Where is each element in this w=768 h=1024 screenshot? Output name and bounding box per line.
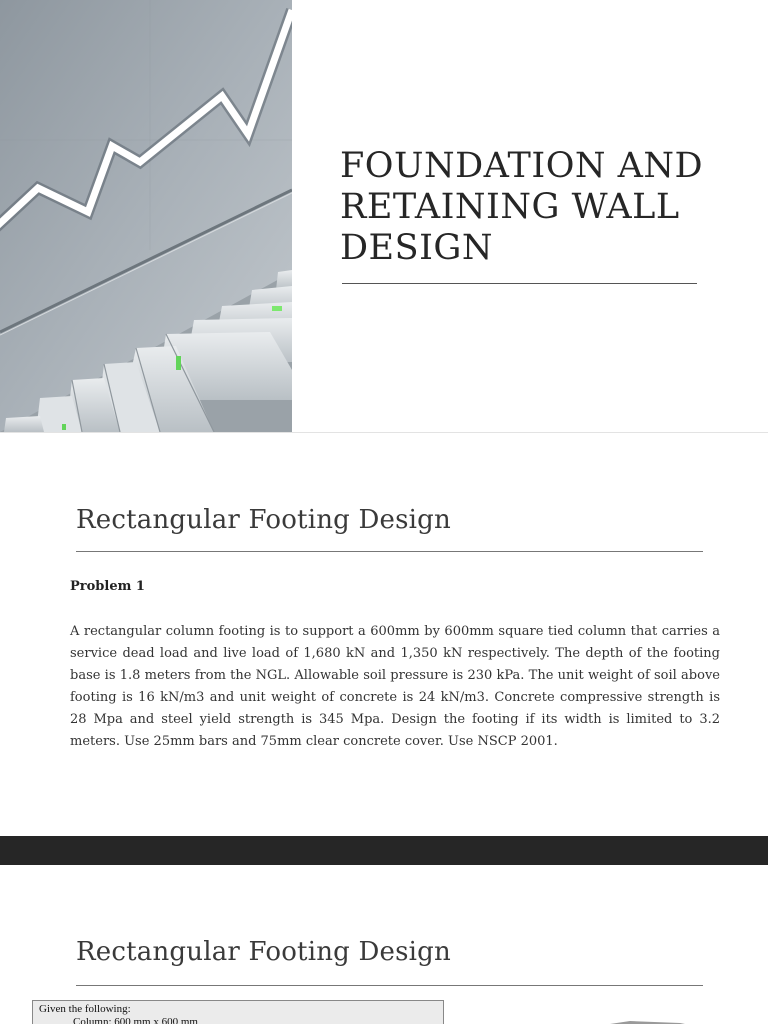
presentation-title: FOUNDATION AND RETAINING WALL DESIGN: [340, 146, 704, 268]
problem-slide: [0, 433, 768, 836]
slide-heading: Rectangular Footing Design: [76, 937, 451, 967]
heading-underline: [76, 985, 703, 986]
given-data-slide: [0, 865, 768, 1024]
stairs-graph-illustration: [0, 0, 292, 432]
problem-label: Problem 1: [70, 579, 145, 594]
scan-text-line: Column: 600 mm x 600 mm: [73, 1016, 198, 1024]
title-slide: [0, 0, 768, 432]
slide-separator-band: [0, 836, 768, 865]
heading-underline: [76, 551, 703, 552]
footing-sketch: [560, 1015, 720, 1024]
problem-statement: A rectangular column footing is to support a 600mm by 600mm square tied column that carries a service dead load and live load of 1,680 kN and 1,350 kN respectively. The depth of the footing base is 1.8 meters from the NGL. Allowable soil pressure is 230 kPa. The unit weight of soil above footing is 16 kN/m3 and unit weight of concrete is 24 kN/m3. Concrete compressive strength is 28 Mpa and steel yield strength is 345 Mpa. Design the footing if its width is limited to 3.2 meters. Use 25mm bars and 75mm clear concrete cover. Use NSCP 2001.: [70, 624, 720, 749]
slide-heading: Rectangular Footing Design: [76, 505, 451, 535]
stairs-graph-photo: [0, 0, 292, 432]
scanned-given-data: [32, 1000, 444, 1024]
scan-text-line: Given the following:: [39, 1003, 131, 1015]
title-underline: [342, 283, 697, 284]
